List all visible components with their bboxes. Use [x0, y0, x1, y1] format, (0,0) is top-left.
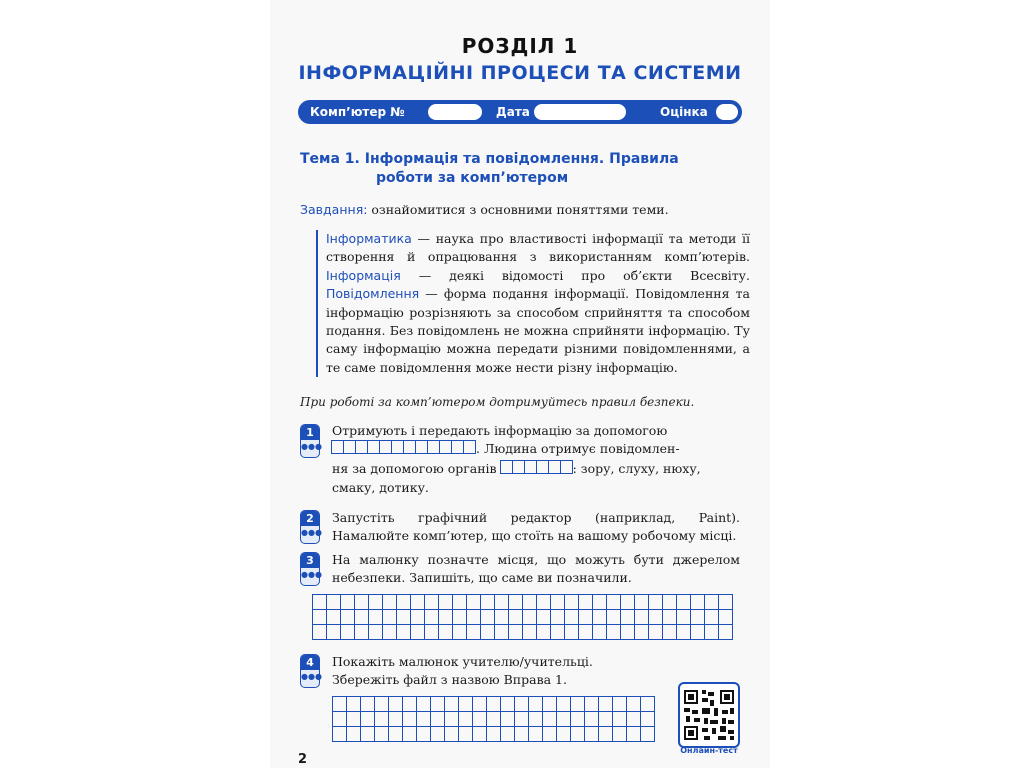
answer-boxes-1[interactable]: [332, 440, 476, 459]
exercise-1-part-d: : зору, слуху, нюху,: [572, 461, 701, 477]
exercise-4-line-2: Збережіть файл з назвою Вправа 1.: [332, 672, 567, 688]
hands-dots-icon: ●●●: [301, 570, 322, 579]
exercise-badge-1: [300, 424, 320, 458]
exercise-number: 1: [301, 425, 319, 440]
exercise-number: 4: [301, 655, 319, 670]
exercise-3-text: На малюнку позначте місця, що можуть бути джерелом небезпеки. Запишіть, що саме ви позначили.: [332, 552, 740, 586]
term-information: Інформація: [326, 267, 401, 283]
computer-label: Комп’ютер №: [310, 105, 405, 119]
term-message: Повідомлення: [326, 286, 420, 302]
task-text: ознайомитися з основними поняттями теми.: [367, 202, 669, 217]
answer-grid-3[interactable]: [312, 594, 733, 640]
qr-code-icon[interactable]: [678, 682, 740, 748]
definition-text-3: — форма подання інформації. Повідомлення та інформацію розрізняють за способом сприйняття та способом подання. Без повідомлень не можна сприйняти інформацію. Ту саму інформацію можна передати різними повідомленнями, а те саме повідомлення може нести різну інформацію.: [326, 286, 750, 375]
definition-text-2: — деякі відомості про об’єкти Всесвіту.: [400, 267, 750, 283]
computer-field[interactable]: [428, 104, 482, 120]
exercise-badge-4: [300, 654, 320, 688]
exercise-1-part-e: смаку, дотику.: [332, 480, 429, 496]
topic-line-2: роботи за комп’ютером: [376, 170, 569, 186]
hands-dots-icon: ●●●: [301, 672, 322, 681]
exercise-badge-2: [300, 510, 320, 544]
date-label: Дата: [496, 105, 530, 119]
exercise-1-part-b: . Людина отримує повідомлен-: [476, 441, 680, 457]
page-number: 2: [298, 752, 308, 767]
grade-field[interactable]: [716, 104, 738, 120]
exercise-2-text: Запустіть графічний редактор (наприклад, Paint). Намалюйте комп’ютер, що стоїть на вашому робочому місці.: [332, 510, 740, 544]
exercise-1-line-2: [332, 440, 740, 459]
definitions-box: [316, 230, 750, 377]
answer-boxes-2[interactable]: [501, 460, 573, 479]
exercise-4-text: [332, 653, 672, 690]
date-field[interactable]: [534, 104, 626, 120]
grade-label: Оцінка: [660, 105, 708, 119]
term-informatics: Інформатика: [326, 231, 412, 246]
task-line: [300, 202, 669, 217]
qr-caption: Онлайн-тест: [680, 746, 738, 755]
answer-grid-4[interactable]: [332, 696, 655, 742]
exercise-badge-3: [300, 552, 320, 586]
definition-text-1: — наука про властивості інформації та методи її створення й опрацювання з використанням комп’ютерів.: [326, 231, 750, 265]
topic-line-1: Тема 1. Інформація та повідомлення. Правила: [300, 151, 679, 167]
task-label: Завдання:: [300, 202, 368, 217]
exercise-number: 3: [301, 553, 319, 568]
section-title: РОЗДІЛ 1: [461, 34, 579, 58]
exercise-1-line-1: Отримують і передають інформацію за допомогою: [332, 423, 668, 438]
workbook-page: [270, 0, 770, 768]
hands-dots-icon: ●●●: [301, 528, 322, 537]
safety-rules-note: При роботі за комп’ютером дотримуйтесь правил безпеки.: [300, 395, 695, 409]
exercise-1-line-3: [332, 460, 740, 479]
exercise-1-text: [332, 422, 740, 498]
topic-title: [300, 150, 740, 188]
section-subtitle: ІНФОРМАЦІЙНІ ПРОЦЕСИ ТА СИСТЕМИ: [298, 62, 742, 84]
exercise-number: 2: [301, 511, 319, 526]
hands-dots-icon: ●●●: [301, 442, 322, 451]
exercise-4-line-1: Покажіть малюнок учителю/учительці.: [332, 654, 593, 669]
exercise-1-part-c: ня за допомогою органів: [332, 461, 497, 477]
info-bar: [298, 100, 742, 124]
